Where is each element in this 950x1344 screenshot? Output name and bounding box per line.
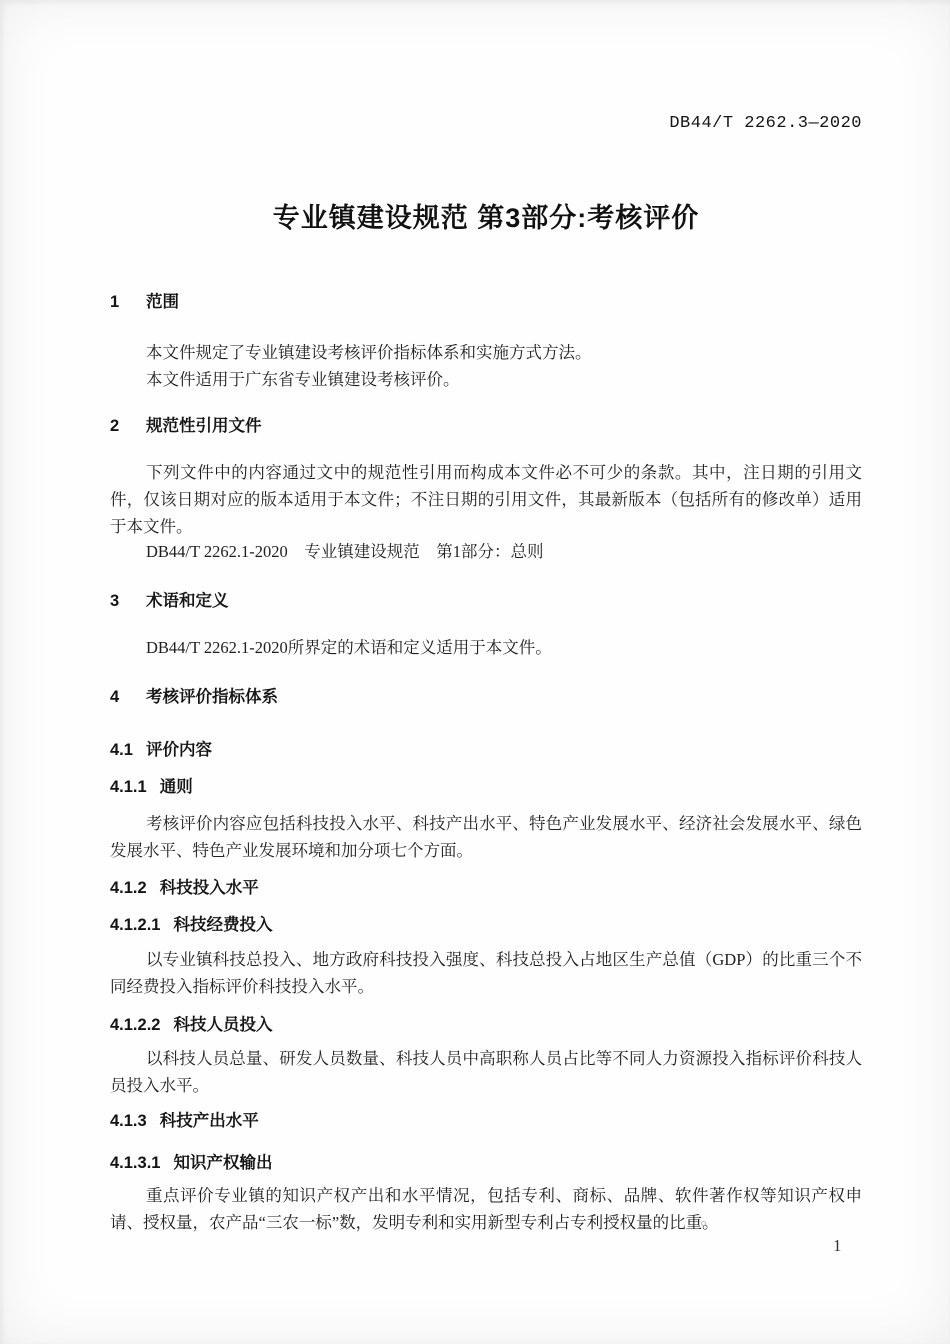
heading-4-1-evaluation-content xyxy=(110,736,862,760)
heading-title: 规范性引用文件 xyxy=(146,417,262,435)
clause-4-1-2-2-paragraph: 以科技人员总量、研发人员数量、科技人员中高职称人员占比等不同人力资源投入指标评价科技人员投入水平。 xyxy=(110,1049,862,1095)
heading-4-1-3-tech-output-level xyxy=(110,1107,862,1131)
clause-4-1-3-1-paragraph: 重点评价专业镇的知识产权产出和水平情况，包括专利、商标、品牌、软件著作权等知识产权申请、授权量，农产品“三农一标”数，发明专利和实用新型专利占专利授权量的比重。 xyxy=(110,1186,862,1232)
clause-3-paragraph-1: DB44/T 2262.1-2020所界定的术语和定义适用于本文件。 xyxy=(146,638,552,657)
heading-1-scope xyxy=(110,288,862,312)
heading-number: 4.1.1 xyxy=(110,778,147,796)
clause-2-paragraph-1: 下列文件中的内容通过文中的规范性引用而构成本文件必不可少的条款。其中，注日期的引用文件，仅该日期对应的版本适用于本文件；不注日期的引用文件，其最新版本（包括所有的修改单）适用于本文件。 xyxy=(110,463,862,536)
heading-4-1-2-1-tech-funding-input xyxy=(110,911,862,935)
heading-4-1-2-2-tech-personnel-input xyxy=(110,1011,862,1035)
heading-title: 考核评价指标体系 xyxy=(146,688,278,706)
heading-number: 4.1.3 xyxy=(110,1112,147,1130)
clause-1-paragraph-1: 本文件规定了专业镇建设考核评价指标体系和实施方式方法。 xyxy=(146,343,592,362)
heading-4-1-3-1-ip-output xyxy=(110,1149,862,1173)
scan-artifact-speck xyxy=(701,1221,706,1226)
clause-1-paragraph-2: 本文件适用于广东省专业镇建设考核评价。 xyxy=(146,370,460,389)
heading-number: 4.1.2 xyxy=(110,879,147,897)
heading-4-1-1-general xyxy=(110,773,862,797)
standard-code: DB44/T 2262.3—2020 xyxy=(669,114,862,133)
clause-4-1-2-1-paragraph: 以专业镇科技总投入、地方政府科技投入强度、科技总投入占地区生产总值（GDP）的比重三个不同经费投入指标评价科技投入水平。 xyxy=(110,950,862,996)
document-title: 专业镇建设规范 第3部分:考核评价 xyxy=(272,203,700,233)
heading-title: 术语和定义 xyxy=(146,592,229,610)
heading-title: 科技人员投入 xyxy=(173,1016,273,1034)
heading-number: 1 xyxy=(110,293,120,311)
heading-title: 评价内容 xyxy=(145,741,212,759)
heading-number: 4.1.3.1 xyxy=(110,1154,161,1172)
heading-4-1-2-tech-input-level xyxy=(110,874,862,898)
heading-number: 4.1.2.1 xyxy=(110,916,161,934)
clause-2-reference-entry: DB44/T 2262.1-2020 专业镇建设规范 第1部分：总则 xyxy=(146,542,544,561)
heading-4-indicator-system xyxy=(110,683,862,707)
heading-title: 科技产出水平 xyxy=(159,1112,259,1130)
heading-number: 4 xyxy=(110,688,120,706)
heading-number: 4.1.2.2 xyxy=(110,1016,161,1034)
heading-number: 2 xyxy=(110,417,120,435)
heading-title: 知识产权输出 xyxy=(173,1154,273,1172)
page-number: 1 xyxy=(833,1236,842,1255)
heading-2-normative-references xyxy=(110,412,862,436)
heading-number: 3 xyxy=(110,592,120,610)
heading-title: 通则 xyxy=(159,778,193,796)
heading-title: 科技投入水平 xyxy=(159,879,259,897)
heading-title: 科技经费投入 xyxy=(173,916,273,934)
clause-4-1-1-paragraph: 考核评价内容应包括科技投入水平、科技产出水平、特色产业发展水平、经济社会发展水平、绿色发展水平、特色产业发展环境和加分项七个方面。 xyxy=(110,814,862,860)
heading-number: 4.1 xyxy=(110,741,133,759)
heading-title: 范围 xyxy=(146,293,179,311)
heading-3-terms-definitions xyxy=(110,587,862,611)
